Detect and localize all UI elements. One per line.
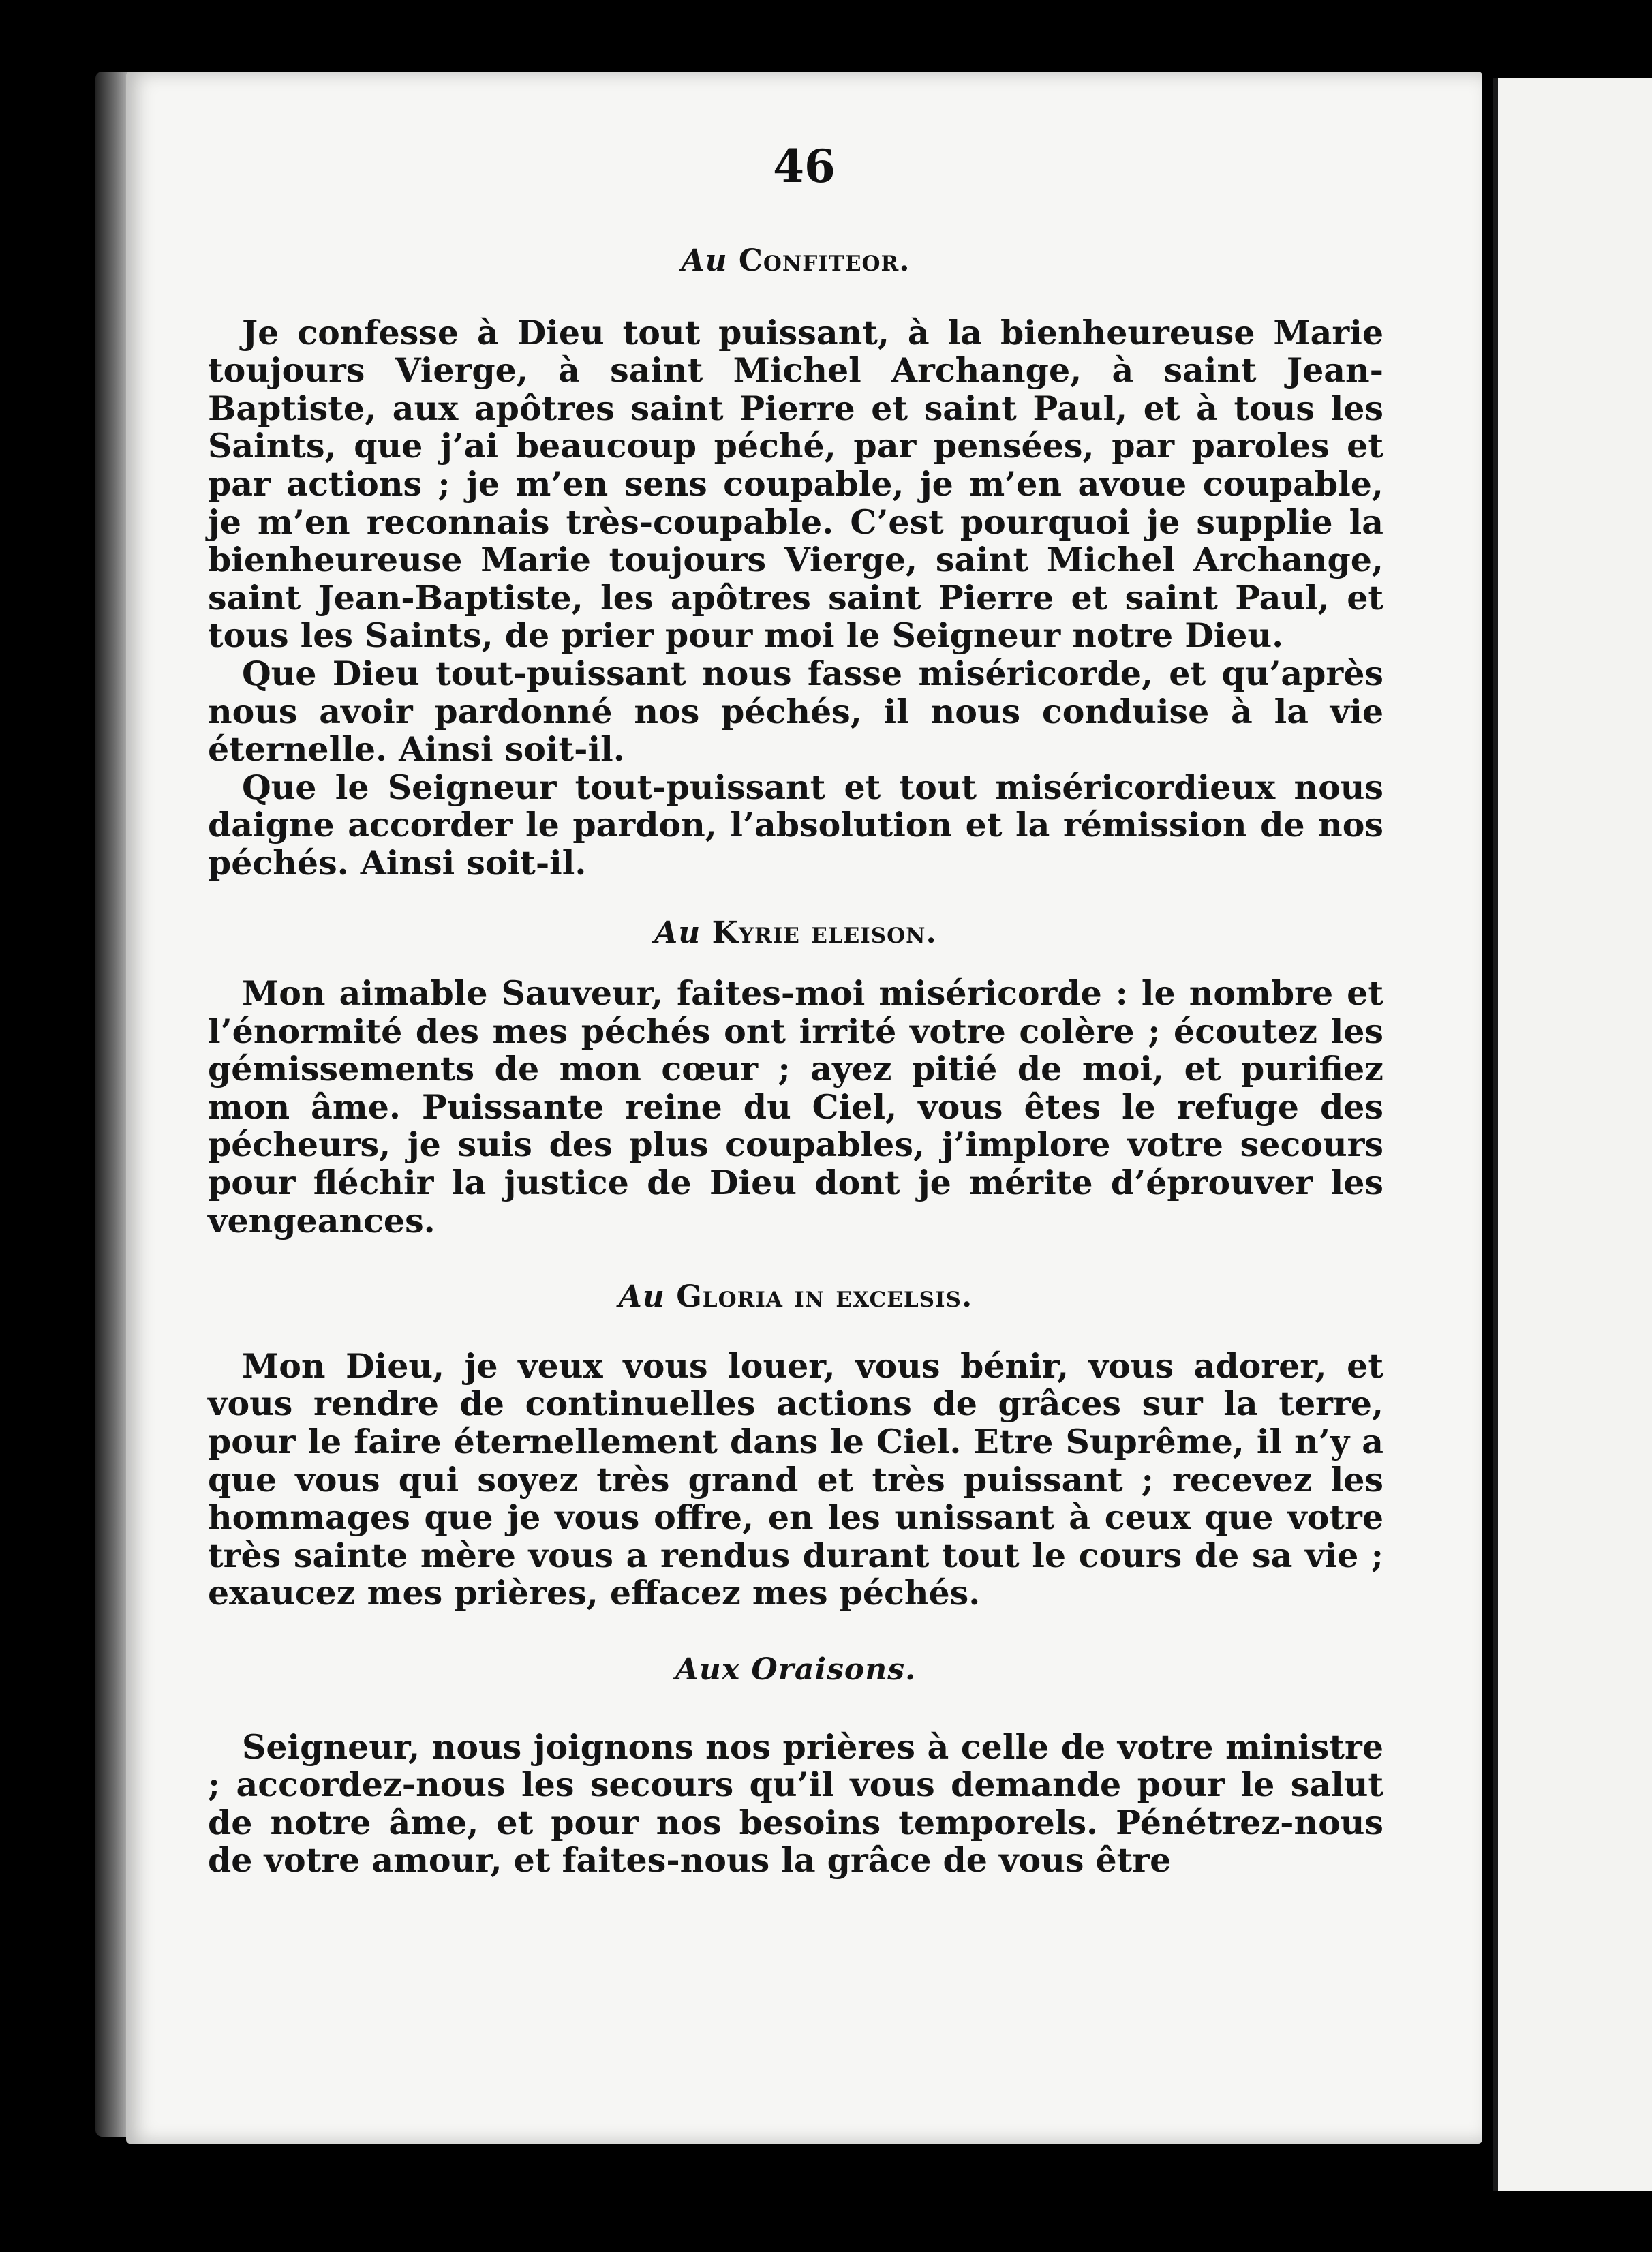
heading-prefix: Au xyxy=(654,915,701,950)
paragraph: Mon Dieu, je veux vous louer, vous bénir, vous adorer, et vous rendre de continuelles actions de grâces sur la terre, pour le faire éternellement dans le Ciel. Etre Suprême, il n’y a que vous qui soyez très grand et très puissant ; recevez les hommages que je vous offre, en les unissant à ceux que votre très sainte mère vous a rendus durant tout le cours de sa vie ; exaucez mes prières, effacez mes péchés. xyxy=(208,1345,1383,1613)
heading-title: Gloria in excelsis. xyxy=(676,1279,973,1315)
paragraph: Que Dieu tout-puissant nous fasse miséricorde, et qu’après nous avoir pardonné nos péchés, il nous conduise à la vie éternelle. Ainsi soit-il. xyxy=(208,653,1383,770)
paragraph: Mon aimable Sauveur, faites-moi miséricorde : le nombre et l’énormité des mes péchés ont irrité votre colère ; écoutez les gémissements de mon cœur ; ayez pitié de moi, et purifiez mon âme. Puissante reine du Ciel, vous êtes le refuge des pécheurs, je suis des plus coupables, j’implore votre secours pour fléchir la justice de Dieu dont je mérite d’éprouver les vengeances. xyxy=(208,973,1383,1241)
heading-prefix: Au xyxy=(681,243,728,278)
heading-title: Confiteor. xyxy=(738,243,911,278)
section-heading-kyrie xyxy=(208,914,1383,952)
section-heading-oraisons xyxy=(208,1651,1383,1689)
heading-title: Aux Oraisons. xyxy=(675,1652,917,1687)
section-heading-confiteor xyxy=(208,242,1383,280)
heading-title: Kyrie eleison. xyxy=(712,915,937,950)
facing-page-edge xyxy=(1493,78,1652,2191)
heading-prefix: Au xyxy=(618,1279,665,1315)
book-page xyxy=(126,72,1482,2144)
paragraph: Seigneur, nous joignons nos prières à celle de votre ministre ; accordez-nous les secours qu’il vous demande pour le salut de notre âme, et pour nos besoins temporels. Pénétrez-nous de votre amour, et faites-nous la grâce de vous être xyxy=(208,1726,1383,1881)
paragraph: Je confesse à Dieu tout puissant, à la bienheureuse Marie toujours Vierge, à saint Michel Archange, à saint Jean-Baptiste, aux apôtres saint Pierre et saint Paul, et à tous les Saints, que j’ai beaucoup péché, par pensées, par paroles et par actions ; je m’en sens coupable, je m’en avoue coupable, je m’en reconnais très-coupable. C’est pourquoi je supplie la bienheureuse Marie toujours Vierge, saint Michel Archange, saint Jean-Baptiste, les apôtres saint Pierre et saint Paul, et tous les Saints, de prier pour moi le Seigneur notre Dieu. xyxy=(208,312,1383,656)
page-text xyxy=(208,242,1383,1880)
paragraph: Que le Seigneur tout-puissant et tout miséricordieux nous daigne accorder le pardon, l’absolution et la rémission de nos péchés. Ainsi soit-il. xyxy=(208,767,1383,883)
page-number: 46 xyxy=(773,140,836,193)
section-heading-gloria xyxy=(208,1278,1383,1316)
